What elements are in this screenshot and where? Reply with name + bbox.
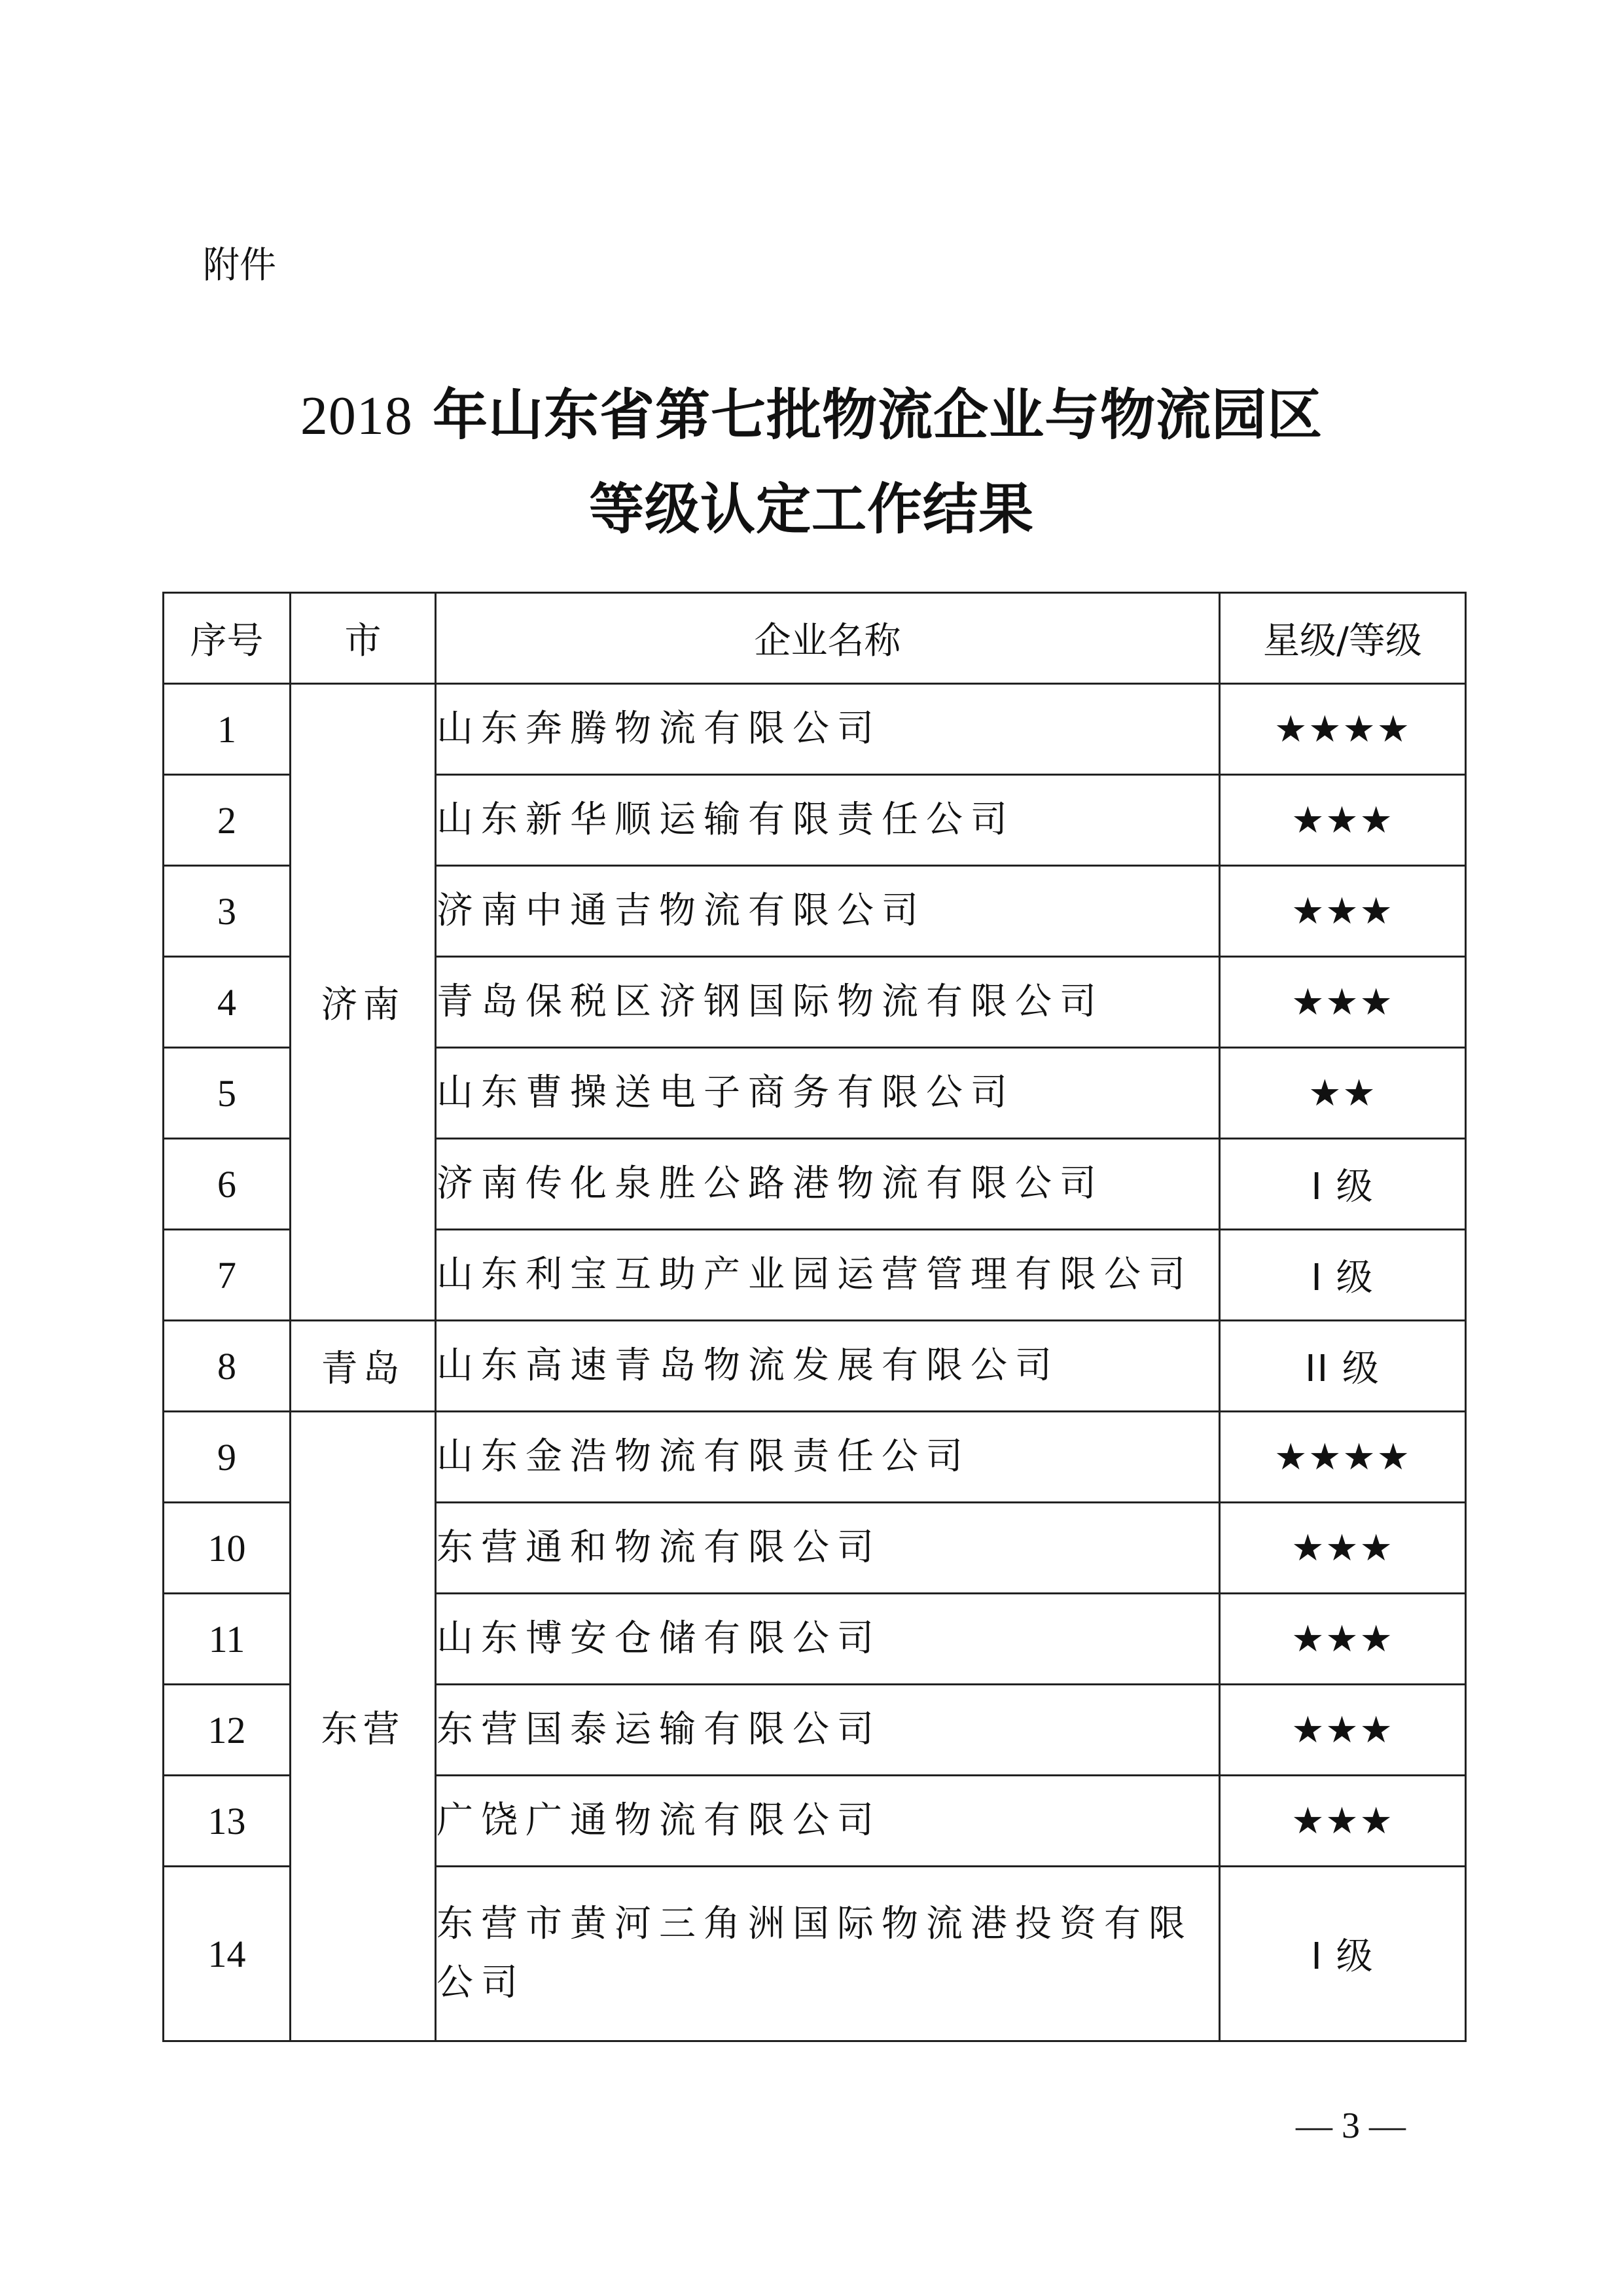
level-cell: ★★★★ <box>1220 684 1466 775</box>
results-table <box>162 592 1467 2042</box>
table-row <box>164 1321 1466 1412</box>
city-cell: 东营 <box>291 1412 436 2041</box>
title-line-1-text: 年山东省第七批物流企业与物流园区 <box>433 382 1323 447</box>
company-name-cell: 广饶广通物流有限公司 <box>436 1776 1220 1867</box>
city-cell: 济南 <box>291 684 436 1321</box>
level-cell: ★★★ <box>1220 1776 1466 1867</box>
page-number: — 3 — <box>1296 2106 1406 2146</box>
header-city: 市 <box>291 593 436 684</box>
level-cell: ★★★ <box>1220 775 1466 866</box>
seq-cell: 4 <box>164 957 291 1048</box>
header-name: 企业名称 <box>436 593 1220 684</box>
seq-cell: 3 <box>164 866 291 957</box>
title-year: 2018 <box>300 386 413 446</box>
company-name-cell: 东营通和物流有限公司 <box>436 1503 1220 1594</box>
company-name-cell: 山东新华顺运输有限责任公司 <box>436 775 1220 866</box>
company-name-cell: 山东高速青岛物流发展有限公司 <box>436 1321 1220 1412</box>
city-cell: 青岛 <box>291 1321 436 1412</box>
header-level: 星级/等级 <box>1220 593 1466 684</box>
seq-cell: 7 <box>164 1230 291 1321</box>
seq-cell: 10 <box>164 1503 291 1594</box>
level-cell: ★★★ <box>1220 1685 1466 1776</box>
company-name-cell: 济南传化泉胜公路港物流有限公司 <box>436 1139 1220 1230</box>
level-cell: II 级 <box>1220 1321 1466 1412</box>
company-name-cell: 山东奔腾物流有限公司 <box>436 684 1220 775</box>
seq-cell: 8 <box>164 1321 291 1412</box>
level-cell: I 级 <box>1220 1230 1466 1321</box>
company-name-cell: 山东博安仓储有限公司 <box>436 1594 1220 1685</box>
level-cell: I 级 <box>1220 1139 1466 1230</box>
level-cell: I 级 <box>1220 1867 1466 2041</box>
company-name-cell: 青岛保税区济钢国际物流有限公司 <box>436 957 1220 1048</box>
company-name-cell: 山东金浩物流有限责任公司 <box>436 1412 1220 1503</box>
seq-cell: 2 <box>164 775 291 866</box>
company-name-cell: 山东利宝互助产业园运营管理有限公司 <box>436 1230 1220 1321</box>
seq-cell: 1 <box>164 684 291 775</box>
level-cell: ★★ <box>1220 1048 1466 1139</box>
header-seq: 序号 <box>164 593 291 684</box>
document-title-line-2: 等级认定工作结果 <box>588 476 1034 541</box>
level-cell: ★★★ <box>1220 866 1466 957</box>
company-name-cell: 东营市黄河三角洲国际物流港投资有限公司 <box>436 1867 1220 2041</box>
level-cell: ★★★ <box>1220 957 1466 1048</box>
level-cell: ★★★ <box>1220 1503 1466 1594</box>
table-row <box>164 1412 1466 1503</box>
seq-cell: 6 <box>164 1139 291 1230</box>
level-cell: ★★★★ <box>1220 1412 1466 1503</box>
seq-cell: 11 <box>164 1594 291 1685</box>
seq-cell: 12 <box>164 1685 291 1776</box>
seq-cell: 13 <box>164 1776 291 1867</box>
table-header-row <box>164 593 1466 684</box>
level-cell: ★★★ <box>1220 1594 1466 1685</box>
table-row <box>164 684 1466 775</box>
seq-cell: 14 <box>164 1867 291 2041</box>
company-name-cell: 济南中通吉物流有限公司 <box>436 866 1220 957</box>
company-name-cell: 山东曹操送电子商务有限公司 <box>436 1048 1220 1139</box>
attachment-label: 附件 <box>203 244 276 287</box>
document-title-line-1 <box>0 382 1623 447</box>
seq-cell: 9 <box>164 1412 291 1503</box>
seq-cell: 5 <box>164 1048 291 1139</box>
company-name-cell: 东营国泰运输有限公司 <box>436 1685 1220 1776</box>
